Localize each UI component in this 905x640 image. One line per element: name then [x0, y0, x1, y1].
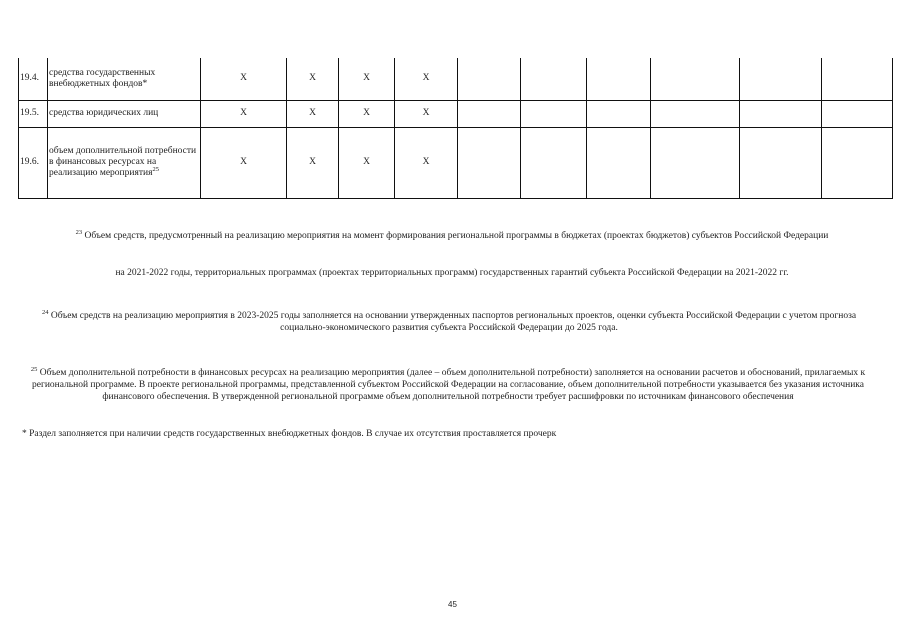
row-number: 19.5.: [19, 100, 48, 127]
empty-cell: [740, 100, 822, 127]
row-number: 19.6.: [19, 127, 48, 198]
table-row: [19, 100, 893, 127]
empty-cell: [740, 127, 822, 198]
footnote-23-continued: на 2021-2022 годы, территориальных программах (проектах территориальных программ) государственных гарантий субъекта Российской Федерации на 2021-2022 гг.: [115, 268, 789, 278]
mark-cell: X: [287, 58, 339, 100]
mark-cell: X: [287, 100, 339, 127]
empty-cell: [521, 100, 587, 127]
mark-cell: X: [339, 100, 395, 127]
table-row: [19, 58, 893, 100]
empty-cell: [458, 58, 521, 100]
empty-cell: [458, 100, 521, 127]
empty-cell: [521, 58, 587, 100]
mark-cell: X: [395, 127, 458, 198]
footnote-25: $^{25}$ Объем дополнительной потребности в финансовых ресурсах на реализацию мероприятия (далее – объем дополнительной потребности) заполняется на основании расчетов и обоснований, прилагаемых к региональной программе. В проекте региональной программы, представленной субъектом Российской Федерации на согласование, объем дополнительной потребности указывается без указания источника финансового обеспечения. В утвержденной региональной программе объем дополнительной потребности требует расшифровки по источникам финансового обеспечения: [30, 365, 866, 402]
asterisk-note: * Раздел заполняется при наличии средств государственных внебюджетных фондов. В случае их отсутствия проставляется прочерк: [22, 429, 557, 439]
funding-table: [18, 58, 893, 199]
page-number: 45: [448, 600, 457, 609]
footnote-24: $^{24}$ Объем средств на реализацию мероприятия в 2023-2025 годы заполняется на основании утвержденных паспортов региональных проектов, оценки субъекта Российской Федерации с учетом прогноза социально-экономического развития субъекта Российской Федерации до 2025 года.: [41, 308, 857, 333]
mark-cell: X: [201, 58, 287, 100]
row-number: 19.4.: [19, 58, 48, 100]
row-label: средства юридических лиц: [48, 100, 201, 127]
mark-cell: X: [201, 127, 287, 198]
mark-cell: X: [201, 100, 287, 127]
empty-cell: [651, 58, 740, 100]
empty-cell: [651, 127, 740, 198]
empty-cell: [458, 127, 521, 198]
empty-cell: [587, 58, 651, 100]
empty-cell: [587, 100, 651, 127]
empty-cell: [822, 58, 893, 100]
footnote-23: $^{23}$ Объем средств, предусмотренный на реализацию мероприятия на момент формирования региональной программы в бюджетах (проектах бюджетов) субъектов Российской Федерации: [75, 228, 829, 241]
mark-cell: X: [339, 58, 395, 100]
mark-cell: X: [339, 127, 395, 198]
mark-cell: X: [395, 58, 458, 100]
empty-cell: [587, 127, 651, 198]
mark-cell: X: [395, 100, 458, 127]
mark-cell: X: [287, 127, 339, 198]
row-label: объем дополнительной потребности в финансовых ресурсах на реализацию мероприятия$^{25}$: [48, 127, 201, 198]
empty-cell: [822, 100, 893, 127]
empty-cell: [651, 100, 740, 127]
table-row: [19, 127, 893, 198]
row-label: средства государственных внебюджетных фондов*: [48, 58, 201, 100]
empty-cell: [740, 58, 822, 100]
empty-cell: [521, 127, 587, 198]
empty-cell: [822, 127, 893, 198]
footnote-ref: 25: [152, 165, 159, 173]
